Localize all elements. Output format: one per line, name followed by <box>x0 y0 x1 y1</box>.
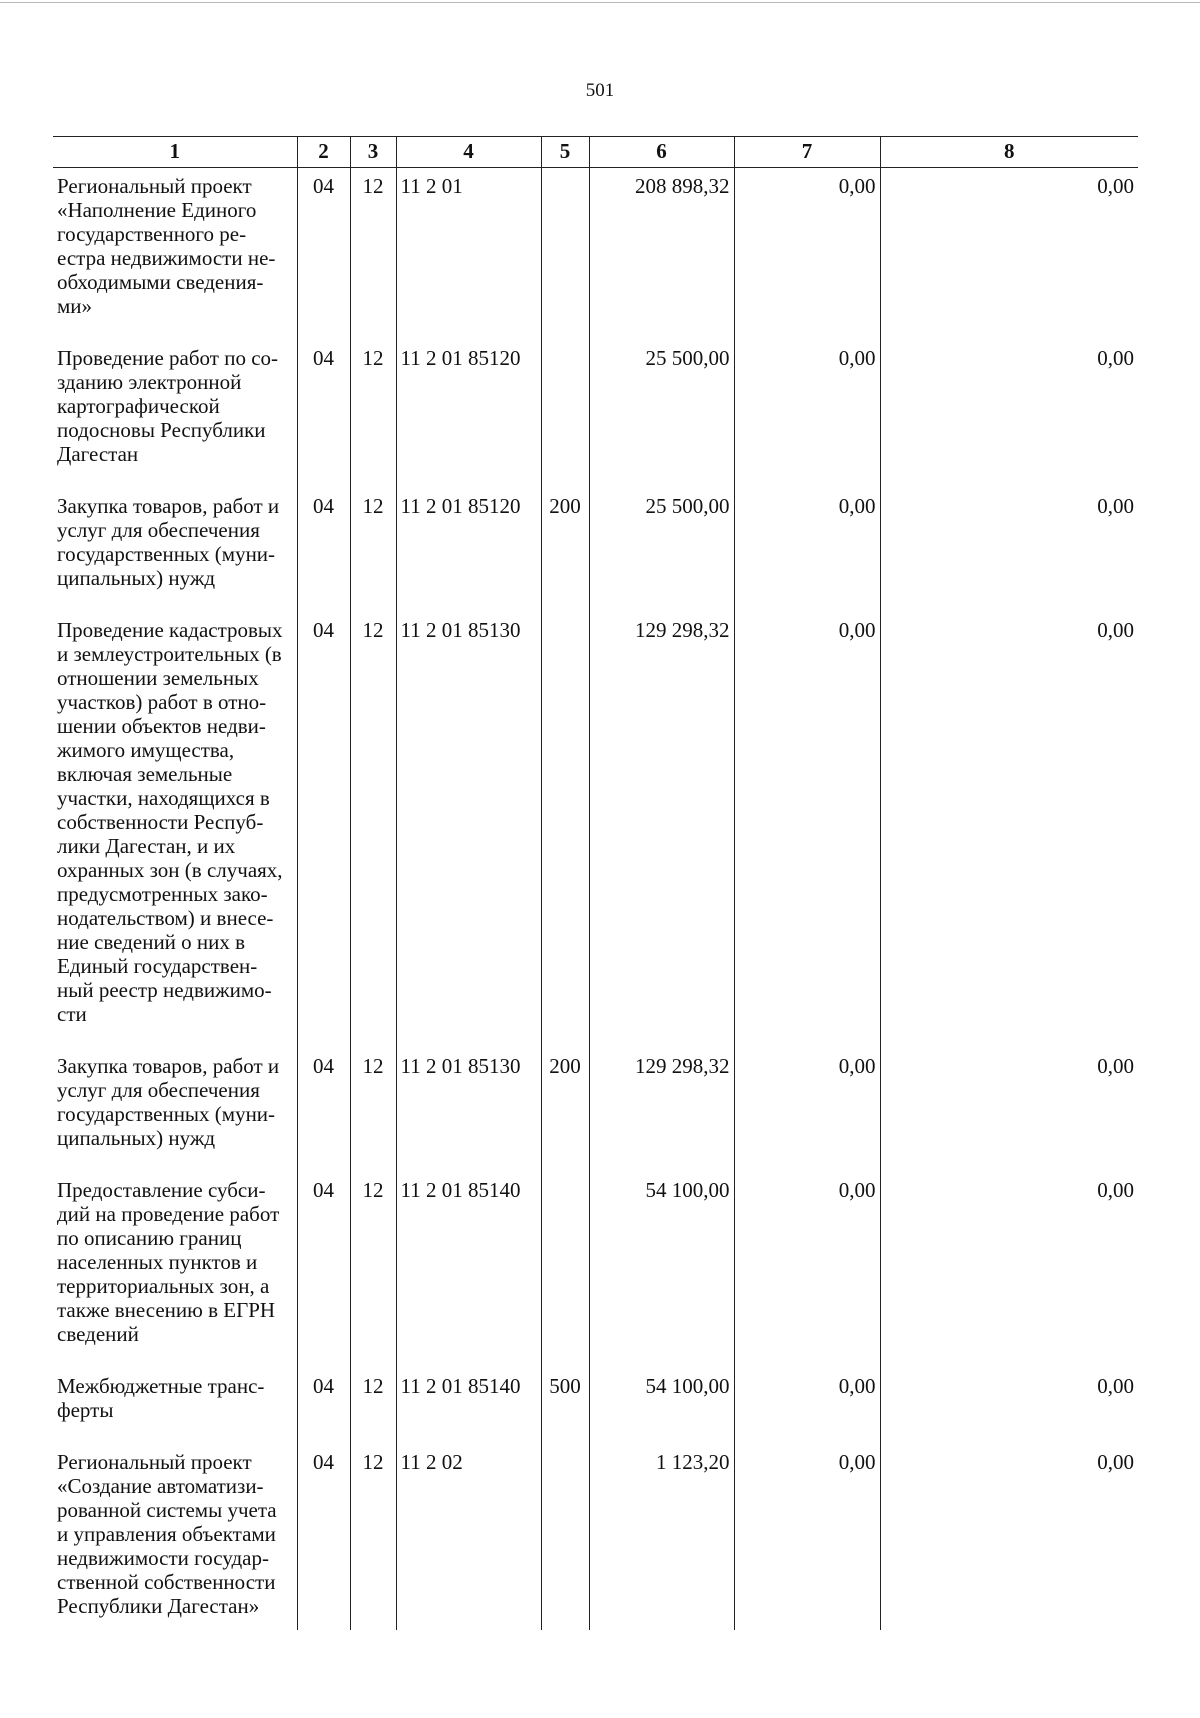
row-name: Региональный проект «Создание автоматизи-рованной системы учета и управления объектами недвижимости государ-ственной собственности Республики Дагестан» <box>57 1450 277 1618</box>
header-col-8: 8 <box>880 137 1138 168</box>
row-amount-7: 0,00 <box>734 1368 880 1444</box>
row-name: Проведение кадастровых и землеустроительных (в отношении земельных участков) работ в отно-шении объектов недви-жимого имущества, включая земельные участки, находящихся в собственности Респуб-лики Дагестан, и их охранных зон (в случаях, предусмотренных зако-нодательством) и внесе-ние сведений о них в Единый государствен-ный реестр недвижимо-сти <box>57 618 283 1026</box>
table-row <box>53 488 1138 612</box>
header-col-4: 4 <box>396 137 541 168</box>
row-amount-6: 54 100,00 <box>589 1172 734 1368</box>
row-expense-type: 500 <box>541 1368 589 1444</box>
row-name: Региональный проект «Наполнение Единого государственного ре-естра недвижимости не-обходимыми сведения-ми» <box>57 174 276 318</box>
row-amount-7: 0,00 <box>734 168 880 341</box>
row-amount-8: 0,00 <box>880 612 1138 1048</box>
row-section: 04 <box>297 340 350 488</box>
row-section: 04 <box>297 1368 350 1444</box>
row-section: 04 <box>297 168 350 341</box>
table-row <box>53 340 1138 488</box>
row-amount-6: 129 298,32 <box>589 1048 734 1172</box>
row-amount-7: 0,00 <box>734 612 880 1048</box>
header-col-7: 7 <box>734 137 880 168</box>
row-amount-7: 0,00 <box>734 1172 880 1368</box>
row-amount-7: 0,00 <box>734 488 880 612</box>
row-expense-type: 200 <box>541 488 589 612</box>
row-amount-8: 0,00 <box>880 1172 1138 1368</box>
scan-edge <box>0 2 1200 3</box>
header-col-6: 6 <box>589 137 734 168</box>
row-subsection: 12 <box>350 612 396 1048</box>
row-subsection: 12 <box>350 340 396 488</box>
table-row <box>53 612 1138 1048</box>
row-amount-6: 129 298,32 <box>589 612 734 1048</box>
row-section: 04 <box>297 1444 350 1630</box>
row-expense-type: 200 <box>541 1048 589 1172</box>
page-number: 501 <box>585 80 615 101</box>
table-row <box>53 1444 1138 1630</box>
row-subsection: 12 <box>350 1444 396 1630</box>
row-target-code: 11 2 01 85130 <box>396 1048 541 1172</box>
row-target-code: 11 2 01 85120 <box>396 340 541 488</box>
row-amount-7: 0,00 <box>734 1444 880 1630</box>
table-row <box>53 1368 1138 1444</box>
row-amount-7: 0,00 <box>734 340 880 488</box>
row-amount-7: 0,00 <box>734 1048 880 1172</box>
row-amount-6: 208 898,32 <box>589 168 734 341</box>
row-amount-8: 0,00 <box>880 488 1138 612</box>
row-amount-8: 0,00 <box>880 168 1138 341</box>
row-target-code: 11 2 01 85140 <box>396 1368 541 1444</box>
table-row <box>53 1048 1138 1172</box>
row-amount-6: 54 100,00 <box>589 1368 734 1444</box>
row-section: 04 <box>297 1172 350 1368</box>
row-expense-type <box>541 168 589 341</box>
row-section: 04 <box>297 488 350 612</box>
row-subsection: 12 <box>350 1048 396 1172</box>
row-expense-type <box>541 612 589 1048</box>
row-amount-8: 0,00 <box>880 1444 1138 1630</box>
row-amount-6: 25 500,00 <box>589 488 734 612</box>
row-section: 04 <box>297 612 350 1048</box>
header-col-1: 1 <box>53 137 297 168</box>
row-name: Закупка товаров, работ и услуг для обеспечения государственных (муни-ципальных) нужд <box>57 1054 280 1150</box>
table-row <box>53 168 1138 341</box>
row-expense-type <box>541 1172 589 1368</box>
table-row <box>53 1172 1138 1368</box>
row-target-code: 11 2 02 <box>396 1444 541 1630</box>
row-subsection: 12 <box>350 1172 396 1368</box>
row-amount-8: 0,00 <box>880 1368 1138 1444</box>
row-amount-8: 0,00 <box>880 340 1138 488</box>
row-target-code: 11 2 01 <box>396 168 541 341</box>
row-section: 04 <box>297 1048 350 1172</box>
row-name: Проведение работ по со-зданию электронной картографической подосновы Республики Дагестан <box>57 346 279 466</box>
row-name: Предоставление субси-дий на проведение работ по описанию границ населенных пунктов и территориальных зон, а также внесению в ЕГРН сведений <box>57 1178 280 1346</box>
row-expense-type <box>541 340 589 488</box>
row-target-code: 11 2 01 85140 <box>396 1172 541 1368</box>
header-col-3: 3 <box>350 137 396 168</box>
row-subsection: 12 <box>350 488 396 612</box>
row-name: Закупка товаров, работ и услуг для обеспечения государственных (муни-ципальных) нужд <box>57 494 280 590</box>
row-subsection: 12 <box>350 168 396 341</box>
row-amount-6: 25 500,00 <box>589 340 734 488</box>
row-target-code: 11 2 01 85130 <box>396 612 541 1048</box>
row-target-code: 11 2 01 85120 <box>396 488 541 612</box>
row-amount-8: 0,00 <box>880 1048 1138 1172</box>
header-col-5: 5 <box>541 137 589 168</box>
budget-table <box>53 136 1138 1630</box>
row-expense-type <box>541 1444 589 1630</box>
row-subsection: 12 <box>350 1368 396 1444</box>
row-amount-6: 1 123,20 <box>589 1444 734 1630</box>
table-header-row <box>53 137 1138 168</box>
row-name: Межбюджетные транс-ферты <box>57 1374 265 1422</box>
header-col-2: 2 <box>297 137 350 168</box>
